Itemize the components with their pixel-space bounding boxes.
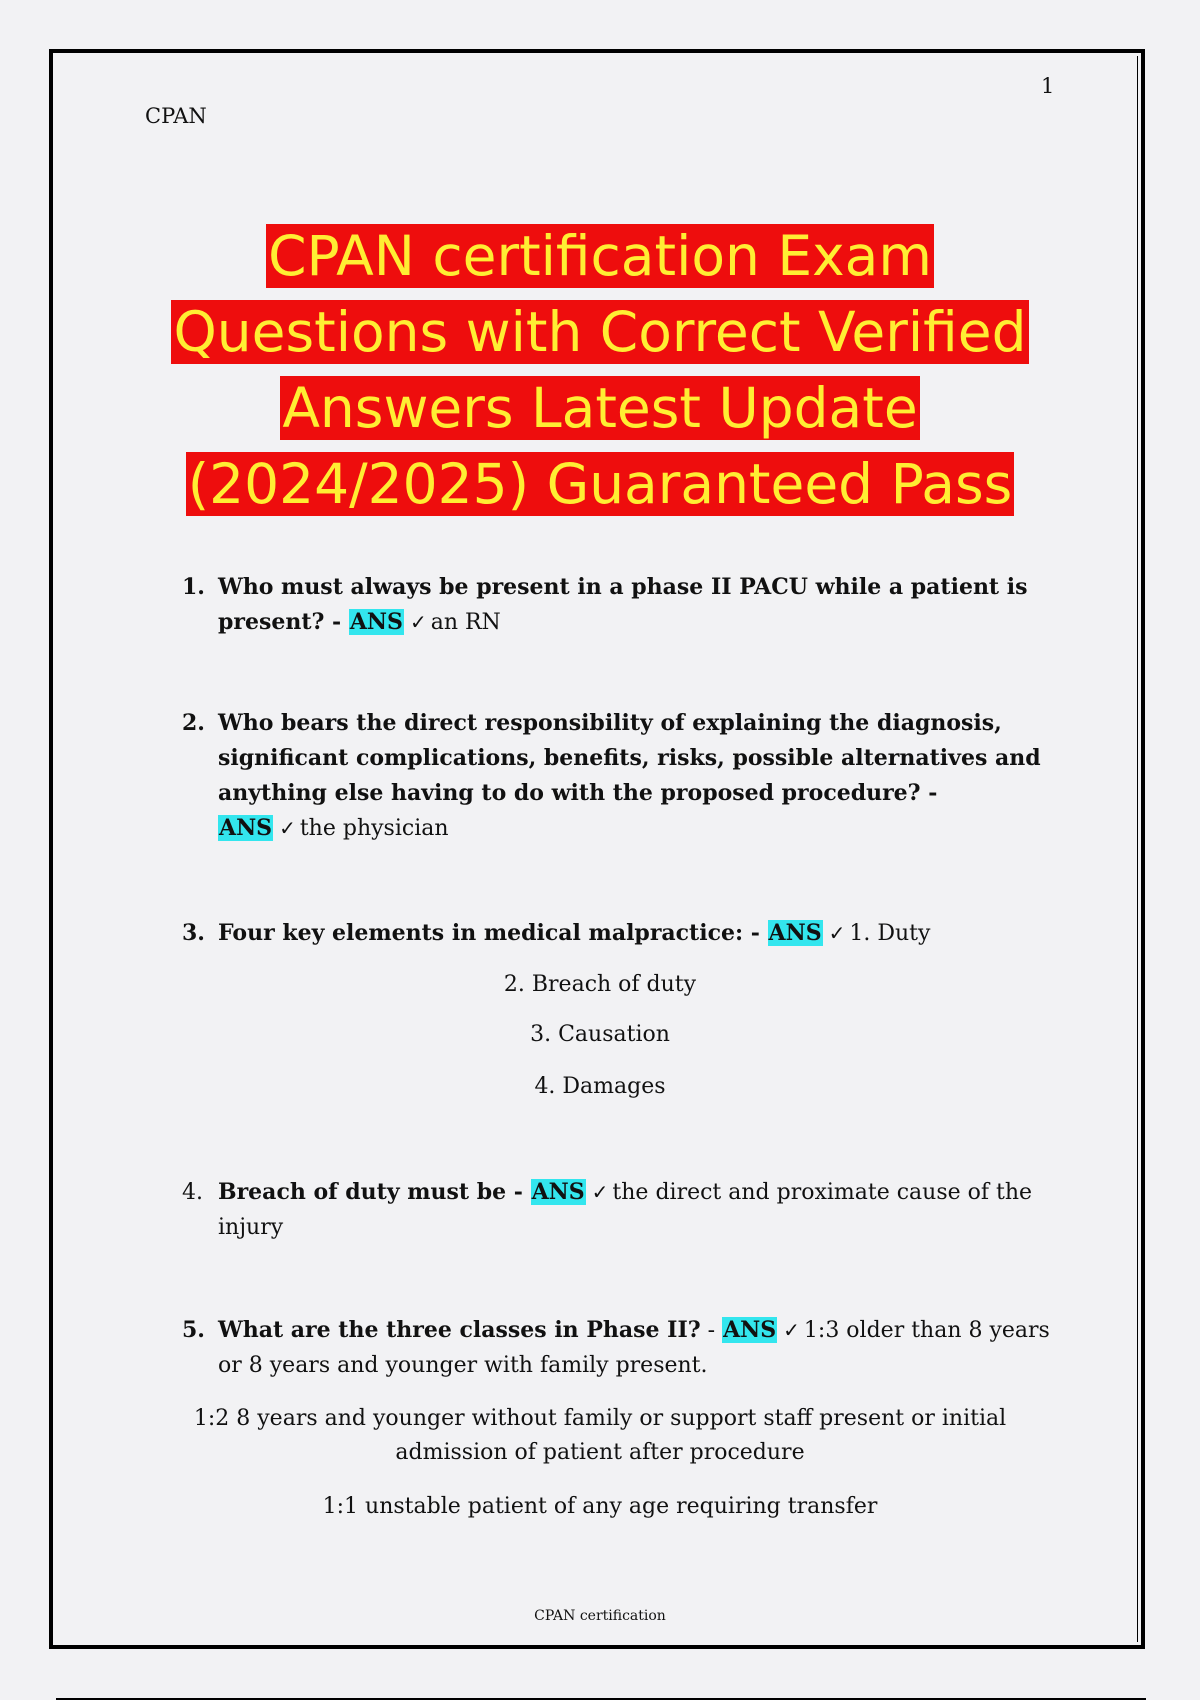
answer-continuation: 3. Causation [530,1022,670,1047]
question-text: Who must always be present in a phase II PACU while a patient is present? - [218,574,1028,635]
question-item [176,916,1056,951]
question-body [218,706,1056,846]
page-number: 1 [1041,74,1055,98]
checkmark-icon: ✓ [409,610,427,634]
question-text: What are the three classes in Phase II? [218,1317,701,1343]
title-line: Questions with Correct Verified [173,300,1027,364]
question-number: 5. [182,1317,205,1343]
title-line: (2024/2025) Guaranteed Pass [187,452,1013,516]
question-item [176,706,1056,846]
ans-label: ANS [349,609,403,635]
answer-text: the physician [299,816,449,841]
question-item [176,1313,1056,1383]
question-body [218,1175,1056,1245]
question-number: 4. [182,1180,203,1205]
answer-text: 1:3 older than 8 years or 8 years and younger with family present. [218,1318,1050,1378]
question-body [218,570,1056,640]
question-body [218,1313,1056,1383]
ans-label: ANS [219,815,273,841]
answer-text: the direct and proximate cause of the injury [218,1180,1033,1240]
header-title: CPAN [145,104,207,128]
question-number: 1. [182,574,205,600]
ans-label: ANS [723,1317,777,1343]
answer-continuation: 2. Breach of duty [503,972,697,997]
title-line: Answers Latest Update [282,376,918,440]
page-footer: CPAN certification [534,1608,666,1624]
question-text: Who bears the direct responsibility of explaining the diagnosis, significant complications, benefits, risks, possible alternatives and anything else having to do with the proposed procedure? - [218,710,1041,806]
question-separator: - [700,1318,723,1343]
checkmark-icon: ✓ [591,1180,609,1204]
question-number: 3. [182,920,205,946]
question-text: Breach of duty must be - [218,1179,531,1205]
answer-continuation: 1:1 unstable patient of any age requiring transfer [322,1494,878,1519]
question-number: 2. [182,710,205,736]
question-body [218,916,1056,951]
answer-continuation: 1:2 8 years and younger without family or support staff present or initial admission of patient after procedure [193,1406,1007,1465]
question-text: Four key elements in medical malpractice: - [218,920,768,946]
title-line: CPAN certification Exam [268,224,932,288]
question-item [176,570,1056,640]
checkmark-icon: ✓ [828,921,846,945]
ans-label: ANS [531,1179,585,1205]
answer-text: an RN [430,610,501,635]
ans-label: ANS [768,920,822,946]
answer-text: 1. Duty [849,921,931,946]
checkmark-icon: ✓ [783,1318,800,1342]
question-item [176,1175,1056,1245]
answer-continuation: 4. Damages [534,1074,666,1099]
checkmark-icon: ✓ [279,816,296,840]
document-title [110,218,1090,522]
